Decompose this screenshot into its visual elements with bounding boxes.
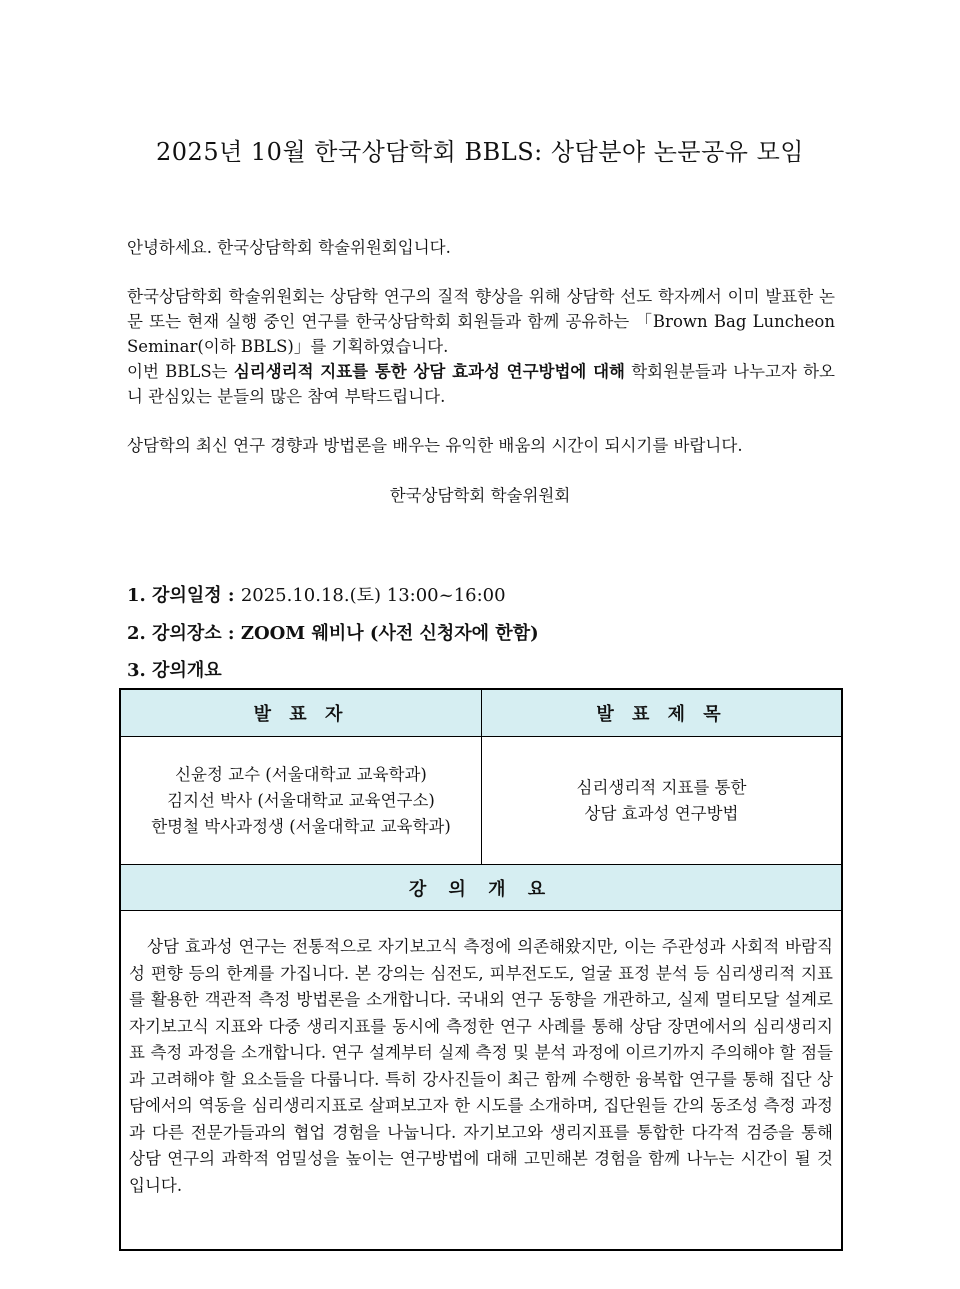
lecture-table xyxy=(119,688,843,1251)
page-title: 2025년 10월 한국상담학회 BBLS: 상담분야 논문공유 모임 xyxy=(156,138,804,166)
venue-line xyxy=(127,621,539,647)
overview-header: 강 의 개 요 xyxy=(121,865,841,911)
presenter-name: 신윤정 교수 (서울대학교 교육학과) xyxy=(175,764,427,784)
topic-highlight: 심리생리적 지표를 통한 상담 효과성 연구방법에 대해 xyxy=(233,362,625,381)
topic-line: 상담 효과성 연구방법 xyxy=(584,803,739,823)
overview-label: 3. 강의개요 xyxy=(127,660,222,681)
presenter-cell xyxy=(121,737,482,865)
greeting-text: 안녕하세요. 한국상담학회 학술위원회입니다. xyxy=(127,238,451,257)
topic-prefix: 이번 BBLS는 xyxy=(127,362,234,381)
signature: 한국상담학회 학술위원회 xyxy=(389,486,571,505)
venue-value: ZOOM 웨비나 (사전 신청자에 한함) xyxy=(240,623,539,644)
topic-cell xyxy=(482,737,841,865)
overview-text: 상담 효과성 연구는 전통적으로 자기보고식 측정에 의존해왔지만, 이는 주관성과 사회적 바람직성 편향 등의 한계를 가집니다. 본 강의는 심전도, 피부전도도, 얼굴 표정 분석 등 심리생리적 지표를 활용한 객관적 측정 방법론을 소개합니다. 국내외 연구 동향을 개관하고, 실제 멀티모달 설계로 자기보고식 지표와 다중 생리지표를 동시에 측정한 연구 사례를 통해 상담 장면에서의 심리생리지표 측정 과정을 소개합니다. 연구 설계부터 실제 측정 및 분석 과정에 이르기까지 주의해야 할 점들과 고려해야 할 요소들을 다룹니다. 특히 강사진들이 최근 함께 수행한 융복합 연구를 통해 집단 상담에서의 역동을 심리생리지표로 살펴보고자 한 시도를 소개하며, 집단원들 간의 동조성 측정 과정과 다른 전문가들과의 협업 경험을 나눕니다. 자기보고와 생리지표를 통합한 다각적 검증을 통해 상담 연구의 과학적 엄밀성을 높이는 연구방법에 대해 고민해본 경험을 함께 나누는 시간이 될 것입니다. xyxy=(129,937,833,1195)
schedule-value: 2025.10.18.(토) 13:00~16:00 xyxy=(240,585,506,606)
topic-line: 심리생리적 지표를 통한 xyxy=(576,777,747,797)
title-header: 발 표 제 목 xyxy=(482,690,841,737)
presenter-name: 한명철 박사과정생 (서울대학교 교육학과) xyxy=(151,816,451,836)
bbls-topic-paragraph xyxy=(127,359,835,409)
venue-label: 2. 강의장소 : xyxy=(127,623,235,644)
schedule-line xyxy=(127,583,506,609)
topic-suffix: 학회원분들과 나누고자 하오니 관심있는 분들의 많은 참여 부탁드립니다. xyxy=(127,362,835,406)
closing-text: 상담학의 최신 연구 경향과 방법론을 배우는 유익한 배움의 시간이 되시기를 바랍니다. xyxy=(127,436,743,455)
intro-paragraph: 한국상담학회 학술위원회는 상담학 연구의 질적 향상을 위해 상담학 선도 학자께서 이미 발표한 논문 또는 현재 실행 중인 연구를 한국상담학회 회원들과 함께 공유하는 「Brown Bag Luncheon Seminar(이하 BBLS)」를 기획하였습니다. xyxy=(127,287,835,356)
schedule-label: 1. 강의일정 : xyxy=(127,585,235,606)
presenter-name: 김지선 박사 (서울대학교 교육연구소) xyxy=(167,790,435,810)
presenter-header: 발 표 자 xyxy=(121,690,482,737)
